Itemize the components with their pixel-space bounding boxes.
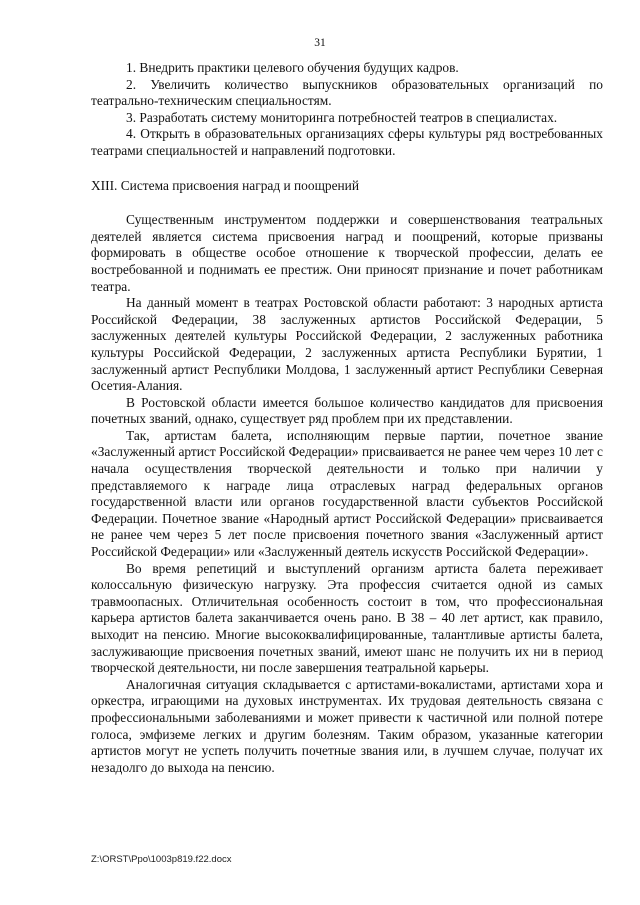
paragraph-6: Аналогичная ситуация складывается с артистами-вокалистами, артистами хора и оркестра, играющими на духовых инструментах. Их трудовая деятельность связана с профессиональными заболеваниями и может привести к частичной или полной потере голоса, эмфиземе легких и другим болезням. Таким образом, указанные категории артистов могут не успеть получить почетные звания или, в лучшем случае, получат их незадолго до выхода на пенсию. (91, 676, 603, 775)
paragraph-4: Так, артистам балета, исполняющим первые партии, почетное звание «Заслуженный артист Российской Федерации» присваивается не ранее чем через 10 лет с начала осуществления творческой деятельности и только при наличии у представляемого к награде лица отраслевых наград федеральных органов государственной власти или органов государственной власти субъектов Российской Федерации. Почетное звание «Народный артист Российской Федерации» присваивается не ранее чем через 5 лет после присвоения почетного звания «Заслуженный артист Российской Федерации» или «Заслуженный деятель искусств Российской Федерации». (91, 427, 603, 560)
document-body (91, 60, 603, 776)
file-path-footer: Z:\ORST\Ppo\1003p819.f22.docx (91, 854, 232, 865)
list-item-1: 1. Внедрить практики целевого обучения будущих кадров. (126, 60, 459, 75)
paragraph-1: Существенным инструментом поддержки и совершенствования театральных деятелей является система присвоения наград и поощрений, которые призваны формировать в обществе особое отношение к творческой профессии, делать ее востребованной и поднимать ее престиж. Они приносят признание и почет работникам театра. (91, 212, 603, 294)
list-item-4: 4. Открыть в образовательных организациях сферы культуры ряд востребованных театрами специальностей и направлений подготовки. (91, 126, 603, 158)
paragraph-2: На данный момент в театрах Ростовской области работают: 3 народных артиста Российской Федерации, 38 заслуженных артистов Российской Федерации, 5 заслуженных деятелей культуры Российской Федерации, 2 заслуженных работника культуры Российской Федерации, 2 заслуженных артиста Республики Бурятии, 1 заслуженный артист Республики Молдова, 1 заслуженный артист Республики Северная Осетия-Алания. (91, 295, 603, 394)
paragraph-3: В Ростовской области имеется большое количество кандидатов для присвоения почетных званий, однако, существует ряд проблем при их представлении. (91, 394, 603, 427)
paragraph-5: Во время репетиций и выступлений организм артиста балета переживает колоссальную физическую нагрузку. Эта профессия считается одной из самых травмоопасных. Отличительная особенность состоит в том, что профессиональная карьера артистов балета заканчивается очень рано. В 38 – 40 лет артист, как правило, выходит на пенсию. Многие высококвалифицированные, талантливые артисты балета, заслуживающие присвоения почетных званий, имеют шанс не получить их ни в период творческой деятельности, ни после завершения театральной карьеры. (91, 560, 603, 676)
list-item-3: 3. Разработать систему мониторинга потребностей театров в специалистах. (126, 109, 558, 125)
section-heading: XIII. Система присвоения наград и поощрений (91, 177, 360, 193)
page-number: 31 (314, 37, 326, 49)
list-item-2: 2. Увеличить количество выпускников образовательных организаций по театрально-техническим специальностям. (91, 76, 603, 109)
